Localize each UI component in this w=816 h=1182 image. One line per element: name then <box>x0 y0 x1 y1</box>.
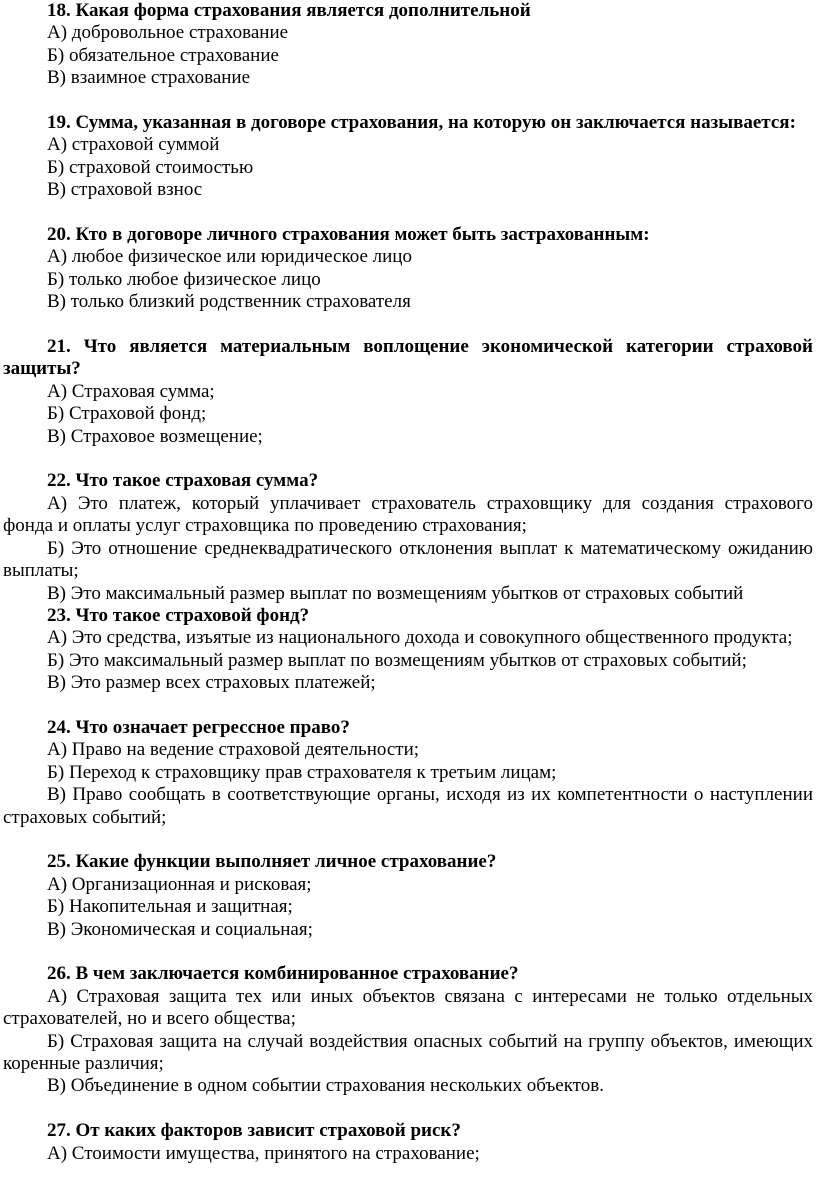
question-26 <box>3 963 813 1097</box>
question-20 <box>3 224 813 314</box>
answer-option-a: А) Право на ведение страховой деятельности; <box>47 739 420 761</box>
question-21 <box>3 336 813 448</box>
question-22 <box>3 470 813 604</box>
answer-option-a: А) Страховая сумма; <box>47 380 215 402</box>
answer-option-c: В) Объединение в одном событии страхования нескольких объектов. <box>47 1075 604 1097</box>
answer-option-b: Б) Это отношение среднеквадратического отклонения выплат к математическому ожиданию выплаты; <box>3 537 813 582</box>
answer-option-a: А) Это платеж, который уплачивает страхователь страховщику для создания страхового фонда и оплаты услуг страховщика по проведению страхования; <box>3 492 813 537</box>
answer-option-a: А) Страховая защита тех или иных объектов связана с интересами не только отдельных страхователей, но и всего общества; <box>3 985 813 1030</box>
answer-option-c: В) Это размер всех страховых платежей; <box>47 672 376 694</box>
answer-option-c: В) Право сообщать в соответствующие органы, исходя из их компетентности о наступлении страховых событий; <box>3 784 813 828</box>
answer-option-a: А) любое физическое или юридическое лицо <box>47 246 412 268</box>
answer-option-a: А) Организационная и рисковая; <box>47 873 312 895</box>
question-title: 20. Кто в договоре личного страхования может быть застрахованным: <box>47 224 650 246</box>
question-title: 26. В чем заключается комбинированное страхование? <box>47 963 519 985</box>
question-title: 21. Что является материальным воплощение экономической категории страховой защиты? <box>3 336 813 380</box>
answer-option-c: В) Страховое возмещение; <box>47 425 263 447</box>
answer-option-b: Б) Страховой фонд; <box>47 403 207 425</box>
answer-option-a: А) добровольное страхование <box>47 22 289 44</box>
answer-option-a: А) страховой суммой <box>47 134 220 156</box>
answer-option-c: В) только близкий родственник страхователя <box>47 291 411 313</box>
answer-option-c: В) взаимное страхование <box>47 67 251 89</box>
question-title: 23. Что такое страховой фонд? <box>47 604 310 626</box>
question-title: 19. Сумма, указанная в договоре страхования, на которую он заключается называется: <box>47 112 796 134</box>
question-19 <box>3 112 813 202</box>
answer-option-a: А) Это средства, изъятые из национального дохода и совокупного общественного продукта; <box>47 627 793 649</box>
question-18 <box>3 0 813 90</box>
answer-option-b: Б) Страховая защита на случай воздействия опасных событий на группу объектов, имеющих коренные различия; <box>3 1030 813 1074</box>
answer-option-c: В) Экономическая и социальная; <box>47 918 313 940</box>
question-title: 18. Какая форма страхования является дополнительной <box>47 0 531 21</box>
answer-option-b: Б) Это максимальный размер выплат по возмещениям убытков от страховых событий; <box>47 649 747 671</box>
question-27 <box>3 1120 813 1165</box>
document-page <box>3 0 813 1165</box>
answer-option-b: Б) Накопительная и защитная; <box>47 896 293 918</box>
question-title: 24. Что означает регрессное право? <box>47 716 350 738</box>
question-title: 25. Какие функции выполняет личное страхование? <box>47 851 497 873</box>
answer-option-b: Б) Переход к страховщику прав страхователя к третьим лицам; <box>47 761 557 783</box>
question-title: 22. Что такое страховая сумма? <box>47 470 319 492</box>
answer-option-b: Б) только любое физическое лицо <box>47 268 321 290</box>
question-title: 27. От каких факторов зависит страховой риск? <box>47 1120 461 1142</box>
question-23 <box>3 605 813 695</box>
answer-option-a: А) Стоимости имущества, принятого на страхование; <box>47 1142 480 1164</box>
answer-option-b: Б) страховой стоимостью <box>47 156 254 178</box>
question-25 <box>3 851 813 941</box>
answer-option-c: В) Это максимальный размер выплат по возмещениям убытков от страховых событий <box>47 582 744 604</box>
answer-option-c: В) страховой взнос <box>47 179 203 201</box>
question-24 <box>3 717 813 829</box>
answer-option-b: Б) обязательное страхование <box>47 44 279 66</box>
